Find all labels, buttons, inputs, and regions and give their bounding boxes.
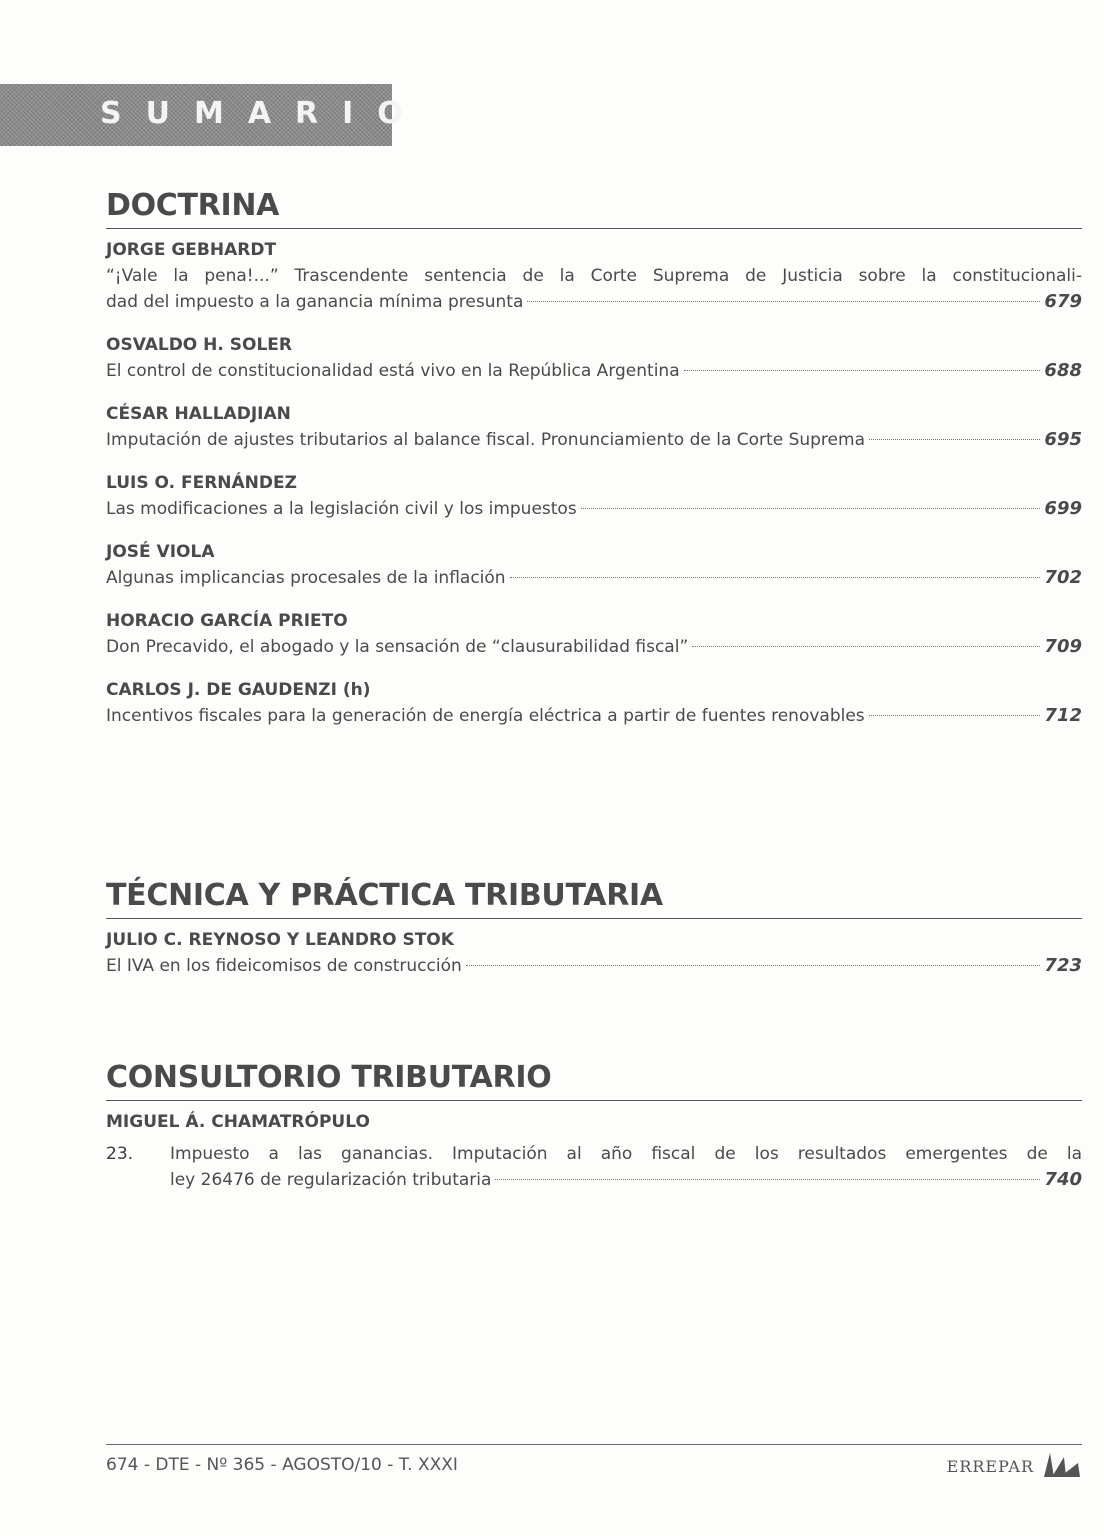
leader-dots [684, 370, 1041, 371]
entry-author: JORGE GEBHARDT [106, 240, 277, 260]
leader-dots [527, 301, 1040, 302]
entry-page: 712 [1044, 705, 1082, 726]
section-consultorio [106, 1058, 1082, 1210]
banner-title: SUMARIO [100, 96, 427, 131]
entry-author: MIGUEL Á. CHAMATRÓPULO [106, 1112, 370, 1132]
section-tecnica [106, 876, 1082, 996]
page-footer [106, 1444, 1082, 1476]
leader-dots [510, 577, 1041, 578]
entry-title-line1: Impuesto a las ganancias. Imputación al año fiscal de los resultados emergentes de la [170, 1144, 1082, 1164]
entry-title: Algunas implicancias procesales de la inflación [106, 568, 506, 588]
section-doctrina [106, 186, 1082, 746]
section-title: TÉCNICA Y PRÁCTICA TRIBUTARIA [106, 876, 1082, 919]
leader-dots [869, 439, 1040, 440]
toc-entry[interactable] [106, 677, 1082, 729]
leader-dots [692, 646, 1040, 647]
entry-title: Imputación de ajustes tributarios al balance fiscal. Pronunciamiento de la Corte Suprema [106, 430, 865, 450]
entry-author: JULIO C. REYNOSO Y LEANDRO STOK [106, 930, 454, 950]
entry-page: 709 [1044, 636, 1082, 657]
toc-entry[interactable] [106, 332, 1082, 384]
entry-author: JOSÉ VIOLA [106, 542, 215, 562]
entry-author: CARLOS J. DE GAUDENZI (h) [106, 680, 371, 700]
toc-entry[interactable] [106, 539, 1082, 591]
entry-title: Don Precavido, el abogado y la sensación de “clausurabilidad fiscal” [106, 637, 689, 657]
toc-entry[interactable] [106, 608, 1082, 660]
entry-page: 723 [1044, 955, 1082, 976]
entry-author: LUIS O. FERNÁNDEZ [106, 473, 297, 493]
entry-title: Las modificaciones a la legislación civil y los impuestos [106, 499, 577, 519]
toc-entry[interactable] [106, 1109, 1082, 1193]
publisher-logo-icon [1042, 1449, 1082, 1479]
entry-title-line1: “¡Vale la pena!...” Trascendente sentencia de la Corte Suprema de Justicia sobre la constitucionali- [106, 266, 1082, 286]
leader-dots [495, 1179, 1040, 1180]
entry-page: 740 [1044, 1169, 1082, 1190]
entry-title-line2: ley 26476 de regularización tributaria [170, 1170, 492, 1190]
leader-dots [466, 965, 1041, 966]
entry-page: 702 [1044, 567, 1082, 588]
section-title: CONSULTORIO TRIBUTARIO [106, 1058, 1082, 1101]
toc-entry[interactable] [106, 237, 1082, 315]
leader-dots [869, 715, 1041, 716]
entry-title: El control de constitucionalidad está vivo en la República Argentina [106, 361, 680, 381]
publisher-name: ERREPAR [946, 1457, 1034, 1476]
entry-author: OSVALDO H. SOLER [106, 335, 293, 355]
toc-entry[interactable] [106, 401, 1082, 453]
entry-page: 688 [1044, 360, 1082, 381]
leader-dots [581, 508, 1041, 509]
entry-title-line2: dad del impuesto a la ganancia mínima presunta [106, 292, 524, 312]
sumario-banner [0, 84, 427, 146]
entry-author: HORACIO GARCÍA PRIETO [106, 611, 348, 631]
entry-page: 679 [1044, 291, 1082, 312]
entry-page: 695 [1044, 429, 1082, 450]
entry-title: Incentivos fiscales para la generación de energía eléctrica a partir de fuentes renovables [106, 706, 865, 726]
toc-entry[interactable] [106, 927, 1082, 979]
footer-citation: 674 - DTE - Nº 365 - AGOSTO/10 - T. XXXI [106, 1455, 458, 1475]
entry-number: 23. [106, 1144, 134, 1164]
toc-entry[interactable] [106, 470, 1082, 522]
entry-page: 699 [1044, 498, 1082, 519]
entry-title: El IVA en los fideicomisos de construcción [106, 956, 462, 976]
entry-author: CÉSAR HALLADJIAN [106, 404, 291, 424]
section-title: DOCTRINA [106, 186, 1082, 229]
